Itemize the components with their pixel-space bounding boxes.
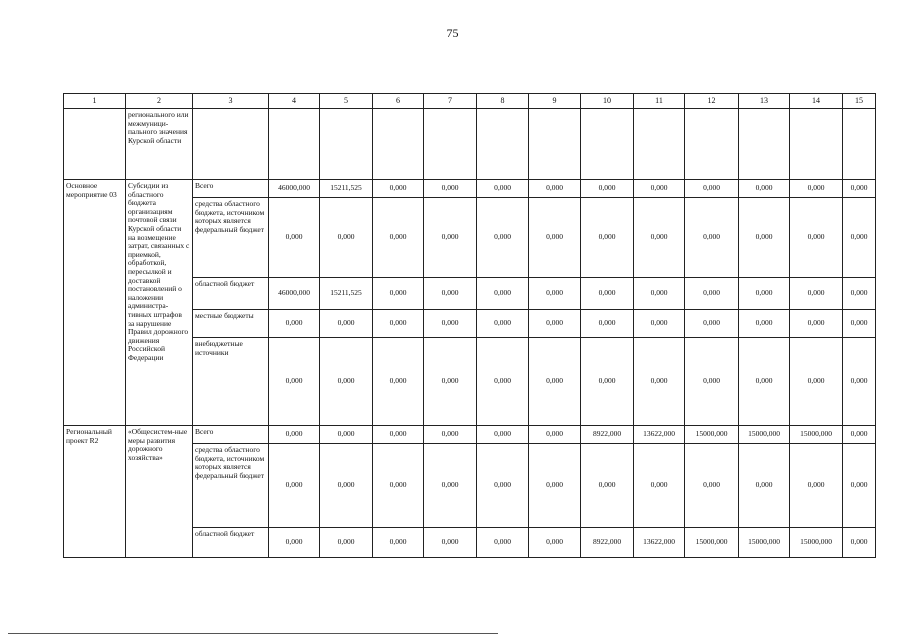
funding-value: 0,000 — [529, 426, 581, 444]
funding-source: средства областного бюджета, источником которых является федеральный бюджет — [193, 198, 269, 278]
column-header: 10 — [581, 94, 634, 109]
funding-value: 0,000 — [685, 278, 739, 310]
continuation-description: регионального или межмуници-пального значения Курской области — [126, 109, 193, 180]
funding-value: 8922,000 — [581, 426, 634, 444]
column-header: 3 — [193, 94, 269, 109]
funding-value: 0,000 — [739, 198, 790, 278]
funding-value: 0,000 — [685, 198, 739, 278]
funding-value: 0,000 — [477, 528, 529, 558]
funding-value: 0,000 — [320, 198, 373, 278]
continuation-row — [64, 109, 876, 180]
column-header: 9 — [529, 94, 581, 109]
funding-value: 0,000 — [373, 180, 424, 198]
funding-value: 0,000 — [477, 426, 529, 444]
funding-value: 0,000 — [843, 338, 876, 426]
continuation-cell — [843, 109, 876, 180]
funding-value: 0,000 — [843, 426, 876, 444]
continuation-cell — [739, 109, 790, 180]
funding-value: 0,000 — [320, 338, 373, 426]
funding-value: 0,000 — [320, 310, 373, 338]
funding-value: 0,000 — [685, 310, 739, 338]
funding-value: 0,000 — [477, 444, 529, 528]
column-header: 15 — [843, 94, 876, 109]
column-header: 1 — [64, 94, 126, 109]
column-header: 14 — [790, 94, 843, 109]
measure-description: «Общесистем-ные меры развития дорожного хозяйства» — [126, 426, 193, 558]
funding-value: 0,000 — [424, 310, 477, 338]
continuation-cell — [373, 109, 424, 180]
funding-value: 0,000 — [634, 444, 685, 528]
funding-source: Всего — [193, 426, 269, 444]
column-header: 5 — [320, 94, 373, 109]
funding-value: 0,000 — [269, 198, 320, 278]
funding-value: 0,000 — [529, 278, 581, 310]
funding-value: 0,000 — [373, 310, 424, 338]
funding-value: 0,000 — [424, 338, 477, 426]
funding-source: внебюджетные источники — [193, 338, 269, 426]
funding-value: 0,000 — [581, 444, 634, 528]
funding-value: 0,000 — [373, 528, 424, 558]
funding-value: 0,000 — [790, 338, 843, 426]
column-header: 11 — [634, 94, 685, 109]
funding-value: 15000,000 — [739, 426, 790, 444]
funding-value: 15000,000 — [739, 528, 790, 558]
funding-value: 0,000 — [320, 444, 373, 528]
funding-value: 0,000 — [373, 338, 424, 426]
funding-value: 0,000 — [424, 278, 477, 310]
funding-value: 15000,000 — [790, 528, 843, 558]
column-header: 12 — [685, 94, 739, 109]
continuation-cell — [269, 109, 320, 180]
funding-value: 0,000 — [269, 528, 320, 558]
funding-value: 13622,000 — [634, 528, 685, 558]
funding-value: 13622,000 — [634, 426, 685, 444]
funding-value: 0,000 — [843, 444, 876, 528]
funding-value: 0,000 — [634, 180, 685, 198]
funding-value: 0,000 — [529, 180, 581, 198]
funding-value: 0,000 — [790, 278, 843, 310]
funding-value: 15211,525 — [320, 180, 373, 198]
continuation-cell — [790, 109, 843, 180]
funding-value: 0,000 — [477, 278, 529, 310]
continuation-cell — [193, 109, 269, 180]
funding-value: 0,000 — [373, 278, 424, 310]
funding-value: 0,000 — [739, 338, 790, 426]
funding-value: 15211,525 — [320, 278, 373, 310]
funding-value: 0,000 — [477, 198, 529, 278]
funding-value: 0,000 — [739, 180, 790, 198]
funding-value: 0,000 — [739, 278, 790, 310]
continuation-cell — [685, 109, 739, 180]
column-header: 4 — [269, 94, 320, 109]
funding-value: 8922,000 — [581, 528, 634, 558]
funding-value: 0,000 — [477, 310, 529, 338]
funding-value: 0,000 — [843, 310, 876, 338]
continuation-col1 — [64, 109, 126, 180]
funding-value: 0,000 — [373, 426, 424, 444]
funding-value: 0,000 — [581, 278, 634, 310]
measure-description: Субсидии из областного бюджета организациям почтовой связи Курской области на возмещение затрат, связанных с приемкой, обработкой, пересылкой и доставкой постановлений о наложении администра-тивных штрафов за нарушение Правил дорожного движения Российской Федерации — [126, 180, 193, 426]
funding-source: средства областного бюджета, источником которых является федеральный бюджет — [193, 444, 269, 528]
funding-value: 0,000 — [685, 338, 739, 426]
funding-value: 0,000 — [685, 180, 739, 198]
funding-value: 0,000 — [739, 310, 790, 338]
measure-name: Региональный проект R2 — [64, 426, 126, 558]
funding-value: 0,000 — [685, 444, 739, 528]
funding-value: 0,000 — [634, 278, 685, 310]
continuation-cell — [424, 109, 477, 180]
funding-value: 0,000 — [581, 338, 634, 426]
funding-value: 0,000 — [477, 338, 529, 426]
continuation-cell — [634, 109, 685, 180]
funding-value: 0,000 — [634, 198, 685, 278]
funding-value: 0,000 — [269, 338, 320, 426]
column-header: 2 — [126, 94, 193, 109]
funding-value: 0,000 — [790, 310, 843, 338]
funding-value: 0,000 — [269, 426, 320, 444]
funding-value: 0,000 — [581, 180, 634, 198]
funding-value: 0,000 — [320, 426, 373, 444]
funding-value: 0,000 — [424, 198, 477, 278]
funding-value: 0,000 — [581, 198, 634, 278]
funding-value: 0,000 — [424, 444, 477, 528]
funding-value: 0,000 — [634, 338, 685, 426]
funding-source: местные бюджеты — [193, 310, 269, 338]
continuation-cell — [581, 109, 634, 180]
funding-value: 0,000 — [424, 180, 477, 198]
funding-value: 46000,000 — [269, 278, 320, 310]
funding-value: 46000,000 — [269, 180, 320, 198]
funding-value: 0,000 — [843, 180, 876, 198]
measure-name: Основное мероприятие 03 — [64, 180, 126, 426]
funding-value: 0,000 — [269, 444, 320, 528]
funding-value: 0,000 — [373, 444, 424, 528]
page-number: 75 — [446, 26, 459, 40]
funding-value: 0,000 — [790, 444, 843, 528]
funding-value: 0,000 — [529, 338, 581, 426]
continuation-cell — [477, 109, 529, 180]
budget-table — [63, 93, 876, 558]
header-row — [64, 94, 876, 109]
funding-value: 15000,000 — [685, 426, 739, 444]
funding-value: 15000,000 — [790, 426, 843, 444]
column-header: 8 — [477, 94, 529, 109]
funding-value: 0,000 — [424, 528, 477, 558]
table-row — [64, 426, 876, 444]
funding-value: 0,000 — [529, 198, 581, 278]
column-header: 6 — [373, 94, 424, 109]
funding-value: 0,000 — [529, 444, 581, 528]
funding-value: 0,000 — [843, 278, 876, 310]
funding-value: 0,000 — [529, 528, 581, 558]
funding-value: 0,000 — [634, 310, 685, 338]
bottom-rule — [8, 633, 498, 634]
continuation-cell — [320, 109, 373, 180]
continuation-cell — [529, 109, 581, 180]
funding-value: 0,000 — [843, 198, 876, 278]
funding-value: 0,000 — [790, 198, 843, 278]
funding-value: 15000,000 — [685, 528, 739, 558]
funding-value: 0,000 — [843, 528, 876, 558]
column-header: 7 — [424, 94, 477, 109]
funding-value: 0,000 — [739, 444, 790, 528]
funding-source: Всего — [193, 180, 269, 198]
funding-value: 0,000 — [581, 310, 634, 338]
table-row — [64, 180, 876, 198]
funding-value: 0,000 — [477, 180, 529, 198]
funding-source: областной бюджет — [193, 528, 269, 558]
column-header: 13 — [739, 94, 790, 109]
funding-value: 0,000 — [373, 198, 424, 278]
funding-value: 0,000 — [424, 426, 477, 444]
funding-value: 0,000 — [269, 310, 320, 338]
funding-value: 0,000 — [790, 180, 843, 198]
funding-value: 0,000 — [320, 528, 373, 558]
funding-source: областной бюджет — [193, 278, 269, 310]
funding-value: 0,000 — [529, 310, 581, 338]
